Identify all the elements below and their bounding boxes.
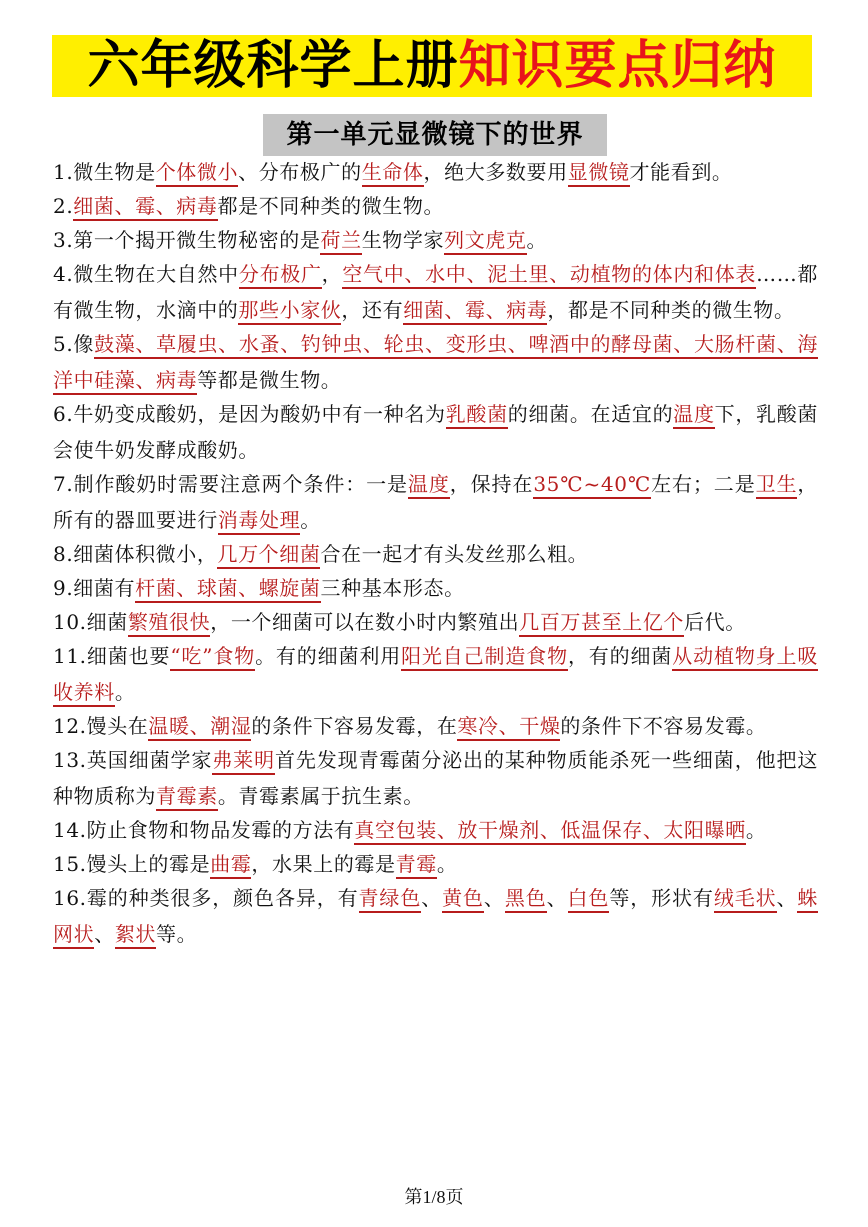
- item-text: 、: [546, 886, 568, 910]
- item-text: ，: [321, 262, 343, 286]
- item-text: 11.细菌也要: [53, 644, 171, 668]
- keyword-highlight: 寒冷、干燥: [457, 714, 560, 741]
- item-text: ，保持在: [449, 472, 534, 496]
- title-banner: [52, 35, 812, 97]
- keyword-highlight: 细菌、霉、病毒: [403, 298, 547, 325]
- keyword-highlight: 显微镜: [568, 160, 630, 187]
- keyword-highlight: “吃”食物: [170, 644, 255, 671]
- keyword-highlight: 几万个细菌: [217, 542, 320, 569]
- item-text: ，一个细菌可以在数小时内繁殖出: [210, 610, 520, 634]
- keyword-highlight: 阳光自己制造食物: [401, 644, 568, 671]
- item-text: 5.像: [53, 332, 95, 356]
- knowledge-item-2: [53, 188, 818, 224]
- keyword-highlight: 细菌、霉、病毒: [73, 194, 217, 221]
- item-text: 等，形状有: [609, 886, 714, 910]
- item-text: 三种基本形态。: [320, 576, 465, 600]
- keyword-highlight: 荷兰: [320, 228, 361, 255]
- keyword-highlight: 那些小家伙: [238, 298, 341, 325]
- knowledge-item-12: [53, 708, 818, 744]
- title-part-1: 六年级科学上册: [87, 36, 459, 96]
- keyword-highlight: 真空包装、放干燥剂、低温保存、太阳曝晒: [354, 818, 745, 845]
- item-text: ，都是不同种类的微生物。: [547, 298, 795, 322]
- knowledge-item-7: [53, 466, 818, 538]
- keyword-highlight: 白色: [568, 886, 610, 913]
- item-text: 生物学家: [361, 228, 445, 252]
- item-text: ，还有: [341, 298, 404, 322]
- item-text: 16.霉的种类很多，颜色各异，有: [53, 886, 359, 910]
- item-text: 10.细菌: [53, 610, 128, 634]
- knowledge-item-4: [53, 256, 818, 328]
- title-part-2: 知识要点归纳: [458, 36, 777, 96]
- item-text: 后代。: [684, 610, 746, 634]
- keyword-highlight: 35℃~40℃: [533, 472, 651, 499]
- keyword-highlight: 青绿色: [359, 886, 422, 913]
- keyword-highlight: 温度: [673, 402, 714, 429]
- item-text: 等都是微生物。: [197, 368, 342, 392]
- item-text: 首先发现青霉菌分泌出的某种物质能杀死一些细菌，他把这种物质称为: [53, 748, 818, 808]
- item-text: 都是不同种类的微生物。: [217, 194, 445, 218]
- item-text: ……都有微生物，水滴中的: [53, 262, 818, 322]
- keyword-highlight: 空气中、水中、泥土里、动植物的体内和体表: [342, 262, 756, 289]
- keyword-highlight: 杆菌、球菌、螺旋菌: [135, 576, 320, 603]
- knowledge-list: [53, 154, 818, 952]
- item-text: 、: [483, 886, 505, 910]
- keyword-highlight: 卫生: [756, 472, 798, 499]
- item-text: 4.微生物在大自然中: [53, 262, 239, 286]
- item-text: 3.第一个揭开微生物秘密的是: [53, 228, 321, 252]
- item-text: 8.细菌体积微小，: [53, 542, 218, 566]
- item-text: 7.制作酸奶时需要注意两个条件：一是: [53, 472, 408, 496]
- item-text: 13.英国细菌学家: [53, 748, 213, 772]
- item-text: 12.馒头在: [53, 714, 149, 738]
- item-text: 左右；二是: [651, 472, 756, 496]
- item-text: 。青霉素属于抗生素。: [217, 784, 424, 808]
- knowledge-item-1: [53, 154, 818, 190]
- item-text: 6.牛奶变成酸奶，是因为酸奶中有一种名为: [53, 402, 446, 426]
- knowledge-item-15: [53, 846, 818, 882]
- item-text: ，有的细菌: [567, 644, 673, 668]
- keyword-highlight: 个体微小: [156, 160, 238, 187]
- item-text: 9.细菌有: [53, 576, 136, 600]
- item-text: 。有的细菌利用: [255, 644, 402, 668]
- keyword-highlight: 黄色: [442, 886, 484, 913]
- keyword-highlight: 青霉素: [156, 784, 218, 811]
- knowledge-item-16: [53, 880, 818, 952]
- knowledge-item-8: [53, 536, 818, 572]
- item-text: 。: [114, 680, 136, 704]
- item-text: 。: [745, 818, 767, 842]
- item-text: ，所有的器皿要进行: [53, 472, 818, 532]
- knowledge-item-6: [53, 396, 818, 468]
- keyword-highlight: 絮状: [115, 922, 156, 949]
- item-text: 合在一起才有头发丝那么粗。: [320, 542, 589, 566]
- item-text: 的条件下不容易发霉。: [560, 714, 767, 738]
- page-footer: 第1/8页: [404, 1187, 464, 1207]
- keyword-highlight: 曲霉: [210, 852, 251, 879]
- item-text: 等。: [156, 922, 198, 946]
- keyword-highlight: 几百万甚至上亿个: [519, 610, 684, 637]
- keyword-highlight: 鼓藻、草履虫、水蚤、钓钟虫、轮虫、变形虫、啤酒中的酵母菌、大肠杆菌、海洋中硅藻、病毒: [53, 332, 818, 395]
- item-text: ，绝大多数要用: [423, 160, 568, 184]
- knowledge-item-14: [53, 812, 818, 848]
- knowledge-item-10: [53, 604, 818, 640]
- item-text: 1.微生物是: [53, 160, 156, 184]
- item-text: 。: [300, 508, 321, 532]
- knowledge-item-5: [53, 326, 818, 398]
- item-text: 的细菌。在适宜的: [507, 402, 674, 426]
- section-title: 第一单元显微镜下的世界: [263, 114, 607, 156]
- item-text: 的条件下容易发霉，在: [251, 714, 458, 738]
- item-text: 15.馒头上的霉是: [53, 852, 211, 876]
- keyword-highlight: 温暖、潮湿: [148, 714, 251, 741]
- keyword-highlight: 分布极广: [239, 262, 322, 289]
- item-text: 。: [436, 852, 458, 876]
- keyword-highlight: 弗莱明: [212, 748, 275, 775]
- item-text: 、: [94, 922, 115, 946]
- item-text: 、: [776, 886, 798, 910]
- item-text: 2.: [53, 194, 74, 218]
- keyword-highlight: 消毒处理: [218, 508, 300, 535]
- keyword-highlight: 蛛网状: [53, 886, 818, 949]
- keyword-highlight: 乳酸菌: [446, 402, 508, 429]
- keyword-highlight: 生命体: [362, 160, 424, 187]
- keyword-highlight: 黑色: [505, 886, 547, 913]
- item-text: 14.防止食物和物品发霉的方法有: [53, 818, 355, 842]
- item-text: 下，乳酸菌会使牛奶发酵成酸奶。: [53, 402, 818, 462]
- item-text: 才能看到。: [629, 160, 733, 184]
- item-text: 、: [421, 886, 443, 910]
- knowledge-item-9: [53, 570, 818, 606]
- keyword-highlight: 从动植物身上吸收养料: [53, 644, 818, 707]
- keyword-highlight: 列文虎克: [444, 228, 526, 255]
- knowledge-item-13: [53, 742, 818, 814]
- knowledge-item-11: [53, 638, 818, 710]
- keyword-highlight: 繁殖很快: [128, 610, 210, 637]
- keyword-highlight: 绒毛状: [714, 886, 777, 913]
- item-text: ，水果上的霉是: [251, 852, 396, 876]
- keyword-highlight: 青霉: [396, 852, 437, 879]
- knowledge-item-3: [53, 222, 818, 258]
- item-text: 、分布极广的: [238, 160, 362, 184]
- item-text: 。: [526, 228, 548, 252]
- keyword-highlight: 温度: [408, 472, 450, 499]
